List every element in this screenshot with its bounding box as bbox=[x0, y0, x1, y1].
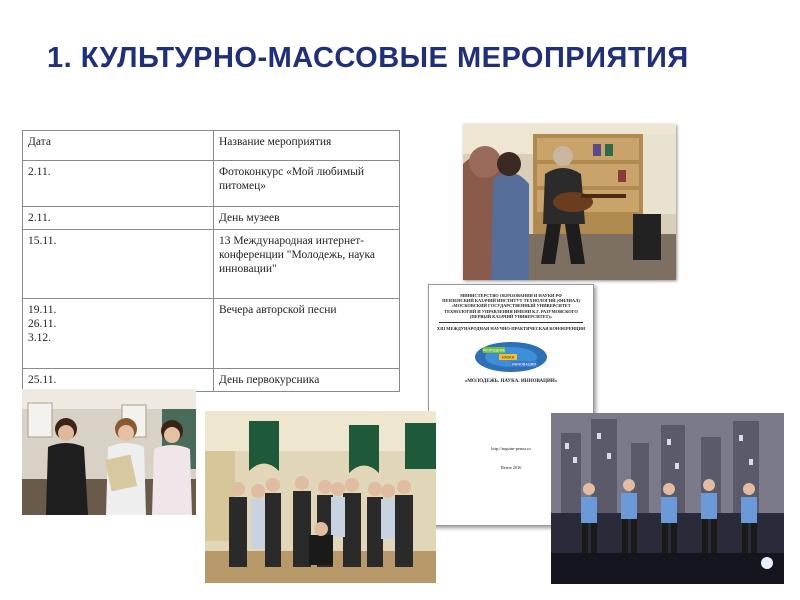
row-date: 25.11. bbox=[23, 369, 214, 392]
table-header-row bbox=[23, 131, 400, 161]
row-event-name: Вечера авторской песни bbox=[214, 299, 400, 369]
page-title: 1. КУЛЬТУРНО-МАССОВЫЕ МЕРОПРИЯТИЯ bbox=[47, 42, 689, 74]
table-row bbox=[23, 161, 400, 207]
photo-stage-dance-image bbox=[551, 413, 784, 584]
doc-theme: «МОЛОДЕЖЬ. НАУКА. ИННОВАЦИИ» bbox=[464, 379, 558, 385]
row-date: 15.11. bbox=[23, 230, 214, 299]
row-date: 2.11. bbox=[23, 161, 214, 207]
logo-word: НАУКА bbox=[501, 355, 515, 360]
photo-award-ceremony bbox=[22, 389, 196, 515]
doc-conference-title: XIII МЕЖДУНАРОДНАЯ НАУЧНО-ПРАКТИЧЕСКАЯ КОНФЕРЕНЦИЯ bbox=[436, 326, 586, 332]
row-event-name: День музеев bbox=[214, 207, 400, 230]
conference-logo bbox=[471, 339, 551, 375]
doc-line: МИНИСТЕРСТВО ОБРАЗОВАНИЯ И НАУКИ РФ bbox=[460, 293, 562, 298]
row-event-name: Фотоконкурс «Мой любимый питомец» bbox=[214, 161, 400, 207]
doc-site: http://mgutm-penza.ru bbox=[491, 446, 531, 452]
doc-line: ТЕХНОЛОГИЙ И УПРАВЛЕНИЯ ИМЕНИ К.Г. РАЗУМОВСКОГО bbox=[444, 308, 578, 314]
photo-guitar-concert-image bbox=[463, 124, 676, 280]
photo-guitar-concert bbox=[463, 124, 676, 280]
doc-line: «МОСКОВСКИЙ ГОСУДАРСТВЕННЫЙ УНИВЕРСИТЕТ bbox=[451, 303, 571, 309]
row-date: 19.11. 26.11. 3.12. bbox=[23, 299, 214, 369]
doc-divider bbox=[439, 322, 583, 323]
doc-city: Пенза 2016 bbox=[500, 465, 522, 471]
table-row bbox=[23, 299, 400, 369]
header-date: Дата bbox=[23, 131, 214, 161]
photo-student-group-image bbox=[205, 411, 436, 583]
doc-line: ПЕНЗЕНСКИЙ КАЗАЧИЙ ИНСТИТУТ ТЕХНОЛОГИЙ (ФИЛИАЛ) bbox=[442, 298, 580, 304]
photo-award-ceremony-image bbox=[22, 389, 196, 515]
logo-word: МОЛОДЕЖЬ bbox=[482, 348, 506, 353]
row-event-name: 13 Международная интернет-конференции "Молодежь, наука инновации" bbox=[214, 230, 400, 299]
photo-stage-dance bbox=[551, 413, 784, 584]
table-row bbox=[23, 230, 400, 299]
doc-line: (ПЕРВЫЙ КАЗАЧИЙ УНИВЕРСИТЕТ)» bbox=[469, 313, 553, 319]
events-table bbox=[22, 130, 400, 392]
photo-student-group bbox=[205, 411, 436, 583]
logo-word: ИННОВАЦИИ bbox=[511, 362, 537, 367]
row-date: 2.11. bbox=[23, 207, 214, 230]
header-event-name: Название мероприятия bbox=[214, 131, 400, 161]
table-row bbox=[23, 207, 400, 230]
row-event-name: День первокурсника bbox=[214, 369, 400, 392]
